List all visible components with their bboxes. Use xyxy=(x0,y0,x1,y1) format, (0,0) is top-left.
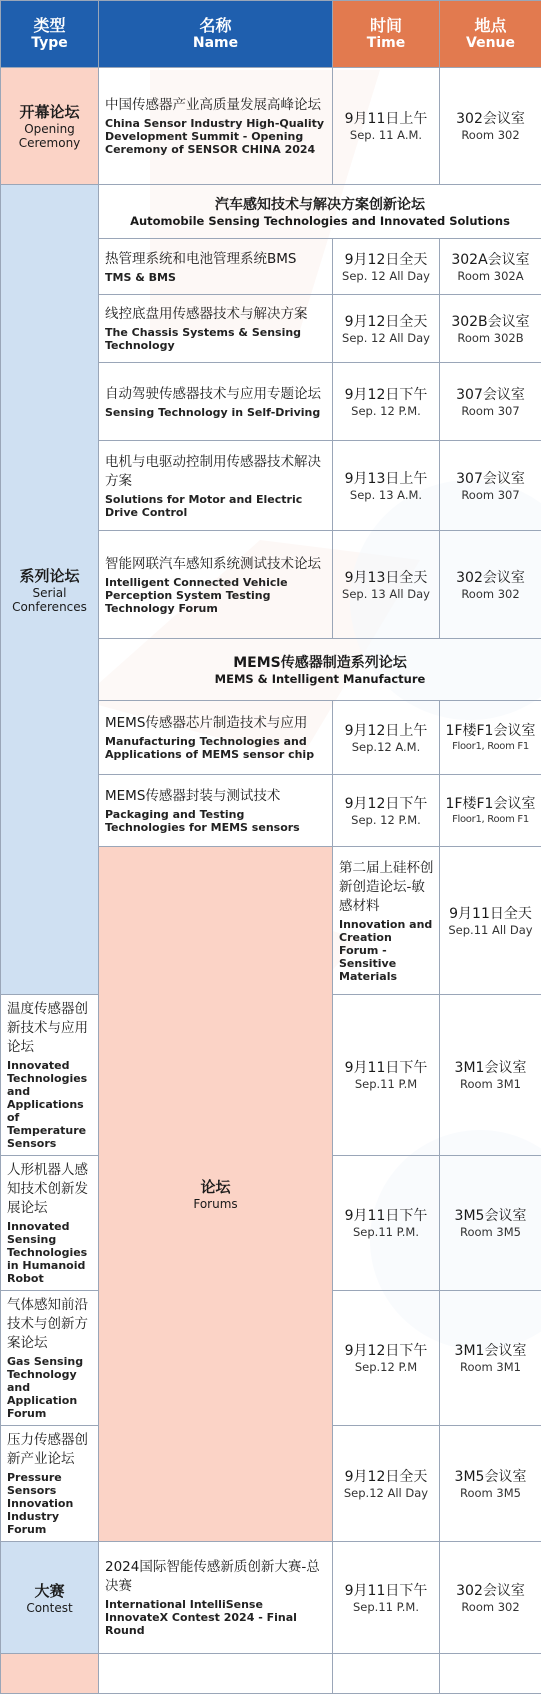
venue-en: Room 302B xyxy=(440,331,541,345)
event-name-cn: 线控底盘用传感器技术与解决方案 xyxy=(105,305,327,324)
event-name-en: Innovation and Creation Forum - Sensitive Materials xyxy=(339,918,434,983)
time-cn: 9月11日下午 xyxy=(333,1059,439,1077)
venue-en: Room 302 xyxy=(440,1600,541,1614)
event-name xyxy=(1,1291,99,1426)
time-en: Sep.12 All Day xyxy=(333,1486,439,1500)
time-en: Sep.11 P.M xyxy=(333,1077,439,1091)
event-name-cn: 热管理系统和电池管理系统BMS xyxy=(105,250,327,269)
header-type-cn: 类型 xyxy=(1,16,98,35)
venue-en: Room 3M1 xyxy=(440,1360,541,1374)
header-venue-cn: 地点 xyxy=(440,16,541,35)
venue-cn: 302会议室 xyxy=(440,569,541,587)
event-name-en: Packaging and Testing Technologies for MEMS sensors xyxy=(105,808,327,834)
event-venue xyxy=(440,441,541,531)
event-name-en: The Chassis Systems & Sensing Technology xyxy=(105,326,327,352)
event-name-cn: 自动驾驶传感器技术与应用专题论坛 xyxy=(105,385,327,404)
event-venue xyxy=(440,1542,541,1654)
table-row xyxy=(1,1542,541,1654)
type-contest xyxy=(1,1542,99,1654)
time-en: Sep. 12 All Day xyxy=(333,269,439,283)
time-cn: 9月12日全天 xyxy=(333,251,439,269)
venue-en: Room 3M5 xyxy=(440,1225,541,1239)
event-venue xyxy=(440,1426,541,1542)
event-name-cn: MEMS传感器封装与测试技术 xyxy=(105,787,327,806)
type-cn: 大赛 xyxy=(1,1581,98,1601)
event-name xyxy=(1,1426,99,1542)
header-time xyxy=(333,1,440,68)
time-cn: 9月11日上午 xyxy=(333,110,439,128)
venue-cn: 3M1会议室 xyxy=(440,1059,541,1077)
event-name-en: Innovated Sensing Technologies in Humanoid Robot xyxy=(7,1220,93,1285)
event-name-en: International IntelliSense InnovateX Contest 2024 - Final Round xyxy=(105,1598,327,1637)
event-venue xyxy=(440,1654,541,1694)
section-title-cn: 汽车感知技术与解决方案创新论坛 xyxy=(99,196,541,214)
type-partial xyxy=(1,1654,99,1694)
venue-cn: 302会议室 xyxy=(440,110,541,128)
event-time xyxy=(333,1156,440,1291)
event-time xyxy=(333,363,440,441)
section-row xyxy=(1,185,541,239)
time-cn: 9月13日上午 xyxy=(333,470,439,488)
event-time xyxy=(333,995,440,1156)
time-cn: 9月12日下午 xyxy=(333,1342,439,1360)
header-name-cn: 名称 xyxy=(99,16,332,35)
venue-en: Room 302A xyxy=(440,269,541,283)
time-en: Sep.12 P.M xyxy=(333,1360,439,1374)
event-time xyxy=(440,847,541,995)
table-row-partial xyxy=(1,1654,541,1694)
type-forums xyxy=(99,847,333,1542)
time-en: Sep. 12 P.M. xyxy=(333,813,439,827)
venue-cn: 302A会议室 xyxy=(440,251,541,269)
event-time xyxy=(333,1542,440,1654)
event-name-cn: 温度传感器创新技术与应用论坛 xyxy=(7,1000,93,1057)
type-cn: 系列论坛 xyxy=(1,566,98,586)
event-time xyxy=(333,68,440,185)
time-en: Sep. 12 P.M. xyxy=(333,404,439,418)
event-name-cn: 电机与电驱动控制用传感器技术解决方案 xyxy=(105,453,327,491)
type-en: Forums xyxy=(99,1197,332,1211)
venue-en: Room 3M1 xyxy=(440,1077,541,1091)
header-name-en: Name xyxy=(99,35,332,52)
time-en: Sep.11 All Day xyxy=(440,923,541,937)
event-name xyxy=(99,1542,333,1654)
time-cn: 9月12日上午 xyxy=(333,722,439,740)
venue-en: Room 302 xyxy=(440,587,541,601)
event-venue xyxy=(440,995,541,1156)
event-venue xyxy=(440,363,541,441)
time-en: Sep. 11 A.M. xyxy=(333,128,439,142)
event-venue xyxy=(440,239,541,295)
event-time xyxy=(333,775,440,847)
section-title-cn: MEMS传感器制造系列论坛 xyxy=(99,654,541,672)
type-en: Serial xyxy=(1,586,98,600)
event-venue xyxy=(440,295,541,363)
header-time-cn: 时间 xyxy=(333,16,439,35)
time-en: Sep.11 P.M. xyxy=(333,1225,439,1239)
event-time xyxy=(333,1426,440,1542)
venue-en: Floor1, Room F1 xyxy=(440,813,541,826)
event-name xyxy=(1,995,99,1156)
venue-en: Room 307 xyxy=(440,488,541,502)
event-name xyxy=(99,775,333,847)
time-cn: 9月12日下午 xyxy=(333,795,439,813)
event-name-cn: 压力传感器创新产业论坛 xyxy=(7,1431,93,1469)
time-cn: 9月12日全天 xyxy=(333,313,439,331)
header-time-en: Time xyxy=(333,35,439,52)
type-en: Contest xyxy=(1,1601,98,1615)
event-name-cn: 智能网联汽车感知系统测试技术论坛 xyxy=(105,555,327,574)
venue-cn: 302会议室 xyxy=(440,1582,541,1600)
venue-cn: 1F楼F1会议室 xyxy=(440,722,541,740)
event-time xyxy=(333,1291,440,1426)
time-cn: 9月12日全天 xyxy=(333,1468,439,1486)
event-venue xyxy=(440,1156,541,1291)
type-en: Opening xyxy=(1,122,98,136)
header-name xyxy=(99,1,333,68)
time-cn: 9月13日全天 xyxy=(333,569,439,587)
time-cn: 9月11日全天 xyxy=(440,905,541,923)
venue-en: Room 307 xyxy=(440,404,541,418)
venue-cn: 307会议室 xyxy=(440,470,541,488)
type-cn: 论坛 xyxy=(99,1177,332,1197)
event-name-en: Pressure Sensors Innovation Industry Forum xyxy=(7,1471,93,1536)
venue-cn: 3M5会议室 xyxy=(440,1207,541,1225)
event-name-cn: 第二届上硅杯创新创造论坛-敏感材料 xyxy=(339,859,434,916)
event-name xyxy=(99,531,333,639)
event-name xyxy=(99,68,333,185)
header-type-en: Type xyxy=(1,35,98,52)
event-venue xyxy=(440,68,541,185)
section-title-en: Automobile Sensing Technologies and Innovated Solutions xyxy=(99,214,541,228)
event-name xyxy=(1,1156,99,1291)
section-mems xyxy=(99,639,541,701)
venue-en: Room 302 xyxy=(440,128,541,142)
event-time xyxy=(333,239,440,295)
event-time xyxy=(333,531,440,639)
event-name-en: Intelligent Connected Vehicle Perception System Testing Technology Forum xyxy=(105,576,327,615)
event-venue xyxy=(440,1291,541,1426)
venue-cn: 307会议室 xyxy=(440,386,541,404)
header-row xyxy=(1,1,541,68)
venue-cn: 1F楼F1会议室 xyxy=(440,795,541,813)
event-time xyxy=(333,701,440,775)
event-time xyxy=(333,295,440,363)
table-row xyxy=(1,68,541,185)
event-name-en: TMS & BMS xyxy=(105,271,327,284)
event-name-en: Innovated Technologies and Applications of Temperature Sensors xyxy=(7,1059,93,1150)
time-en: Sep. 12 All Day xyxy=(333,331,439,345)
event-name-cn: 中国传感器产业高质量发展高峰论坛 xyxy=(105,96,327,115)
event-name xyxy=(99,701,333,775)
event-name xyxy=(333,847,440,995)
event-venue xyxy=(440,775,541,847)
event-name-en: Manufacturing Technologies and Applications of MEMS sensor chip xyxy=(105,735,327,761)
type-opening xyxy=(1,68,99,185)
event-venue xyxy=(440,531,541,639)
event-name-en: Solutions for Motor and Electric Drive Control xyxy=(105,493,327,519)
event-name xyxy=(99,441,333,531)
event-name xyxy=(99,239,333,295)
venue-en: Room 3M5 xyxy=(440,1486,541,1500)
type-en: Conferences xyxy=(1,600,98,614)
header-venue xyxy=(440,1,541,68)
header-venue-en: Venue xyxy=(440,35,541,52)
venue-en: Floor1, Room F1 xyxy=(440,740,541,753)
event-venue xyxy=(440,701,541,775)
event-name-en: Sensing Technology in Self-Driving xyxy=(105,406,327,419)
event-name xyxy=(99,295,333,363)
event-time xyxy=(333,1654,440,1694)
event-name-en: Gas Sensing Technology and Application Forum xyxy=(7,1355,93,1420)
header-type xyxy=(1,1,99,68)
event-name-cn: 人形机器人感知技术创新发展论坛 xyxy=(7,1161,93,1218)
section-title-en: MEMS & Intelligent Manufacture xyxy=(99,672,541,686)
time-en: Sep.12 A.M. xyxy=(333,740,439,754)
type-en: Ceremony xyxy=(1,136,98,150)
time-cn: 9月12日下午 xyxy=(333,386,439,404)
type-serial xyxy=(1,185,99,995)
type-cn: 开幕论坛 xyxy=(1,102,98,122)
event-name-en: China Sensor Industry High-Quality Development Summit - Opening Ceremony of SENSOR CHINA 2024 xyxy=(105,117,327,156)
venue-cn: 3M5会议室 xyxy=(440,1468,541,1486)
event-name-cn: 气体感知前沿技术与创新方案论坛 xyxy=(7,1296,93,1353)
time-cn: 9月11日下午 xyxy=(333,1207,439,1225)
time-en: Sep. 13 A.M. xyxy=(333,488,439,502)
time-cn: 9月11日下午 xyxy=(333,1582,439,1600)
time-en: Sep. 13 All Day xyxy=(333,587,439,601)
venue-cn: 302B会议室 xyxy=(440,313,541,331)
event-name-cn: 2024国际智能传感新质创新大赛-总决赛 xyxy=(105,1558,327,1596)
event-name-cn: MEMS传感器芯片制造技术与应用 xyxy=(105,714,327,733)
event-name xyxy=(99,363,333,441)
venue-cn: 3M1会议室 xyxy=(440,1342,541,1360)
event-time xyxy=(333,441,440,531)
event-name xyxy=(99,1654,333,1694)
time-en: Sep.11 P.M. xyxy=(333,1600,439,1614)
section-auto xyxy=(99,185,541,239)
